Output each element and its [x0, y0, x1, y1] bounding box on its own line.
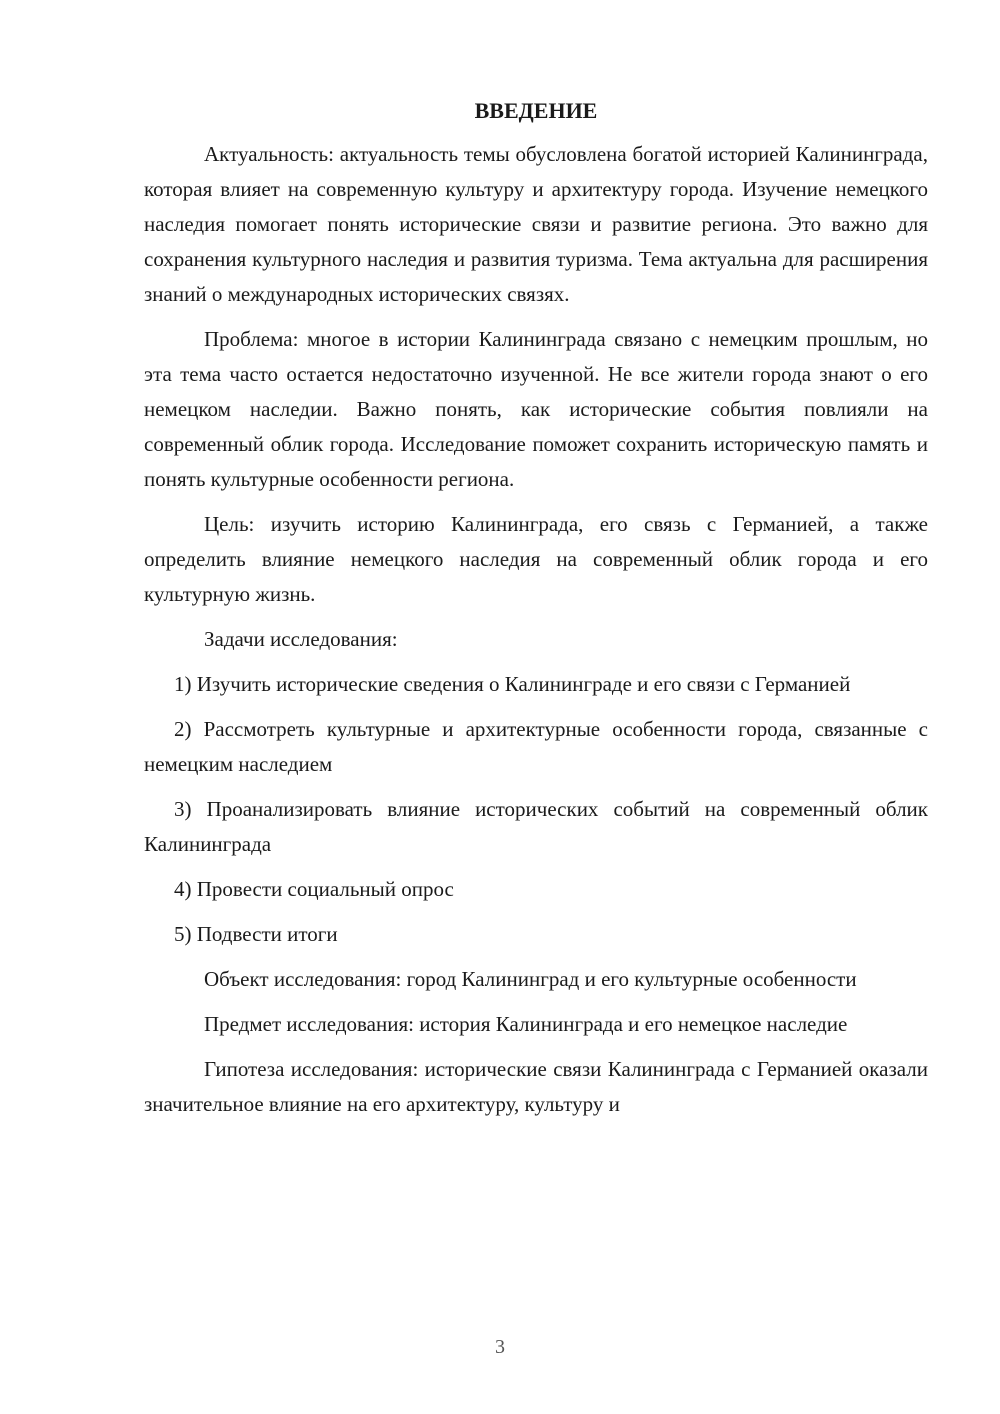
- task-item-4: 4) Провести социальный опрос: [174, 877, 454, 901]
- relevance-paragraph: Актуальность: актуальность темы обусловлена богатой историей Калининграда, которая влияет на современную культуру и архитектуру города. Изучение немецкого наследия помогает понять исторические связи и развитие региона. Это важно для сохранения культурного наследия и развития туризма. Тема актуальна для расширения знаний о международных исторических связях.: [144, 142, 928, 306]
- task-item-2: 2) Рассмотреть культурные и архитектурные особенности города, связанные с немецким наследием: [144, 717, 928, 776]
- hypothesis-paragraph: Гипотеза исследования: исторические связи Калининграда с Германией оказали значительное влияние на его архитектуру, культуру и: [144, 1057, 928, 1116]
- task-item-1: 1) Изучить исторические сведения о Калининграде и его связи с Германией: [174, 672, 851, 696]
- subject-paragraph: Предмет исследования: история Калининграда и его немецкое наследие: [204, 1012, 848, 1036]
- task-item-3: 3) Проанализировать влияние исторических событий на современный облик Калининграда: [144, 797, 928, 856]
- page-number: 3: [495, 1336, 505, 1358]
- task-item-5: 5) Подвести итоги: [174, 922, 338, 946]
- object-paragraph: Объект исследования: город Калининград и его культурные особенности: [204, 967, 857, 991]
- document-page: [144, 96, 928, 1132]
- goal-paragraph: Цель: изучить историю Калининграда, его связь с Германией, а также определить влияние немецкого наследия на современный облик города и его культурную жизнь.: [144, 512, 928, 606]
- problem-paragraph: Проблема: многое в истории Калининграда связано с немецким прошлым, но эта тема часто остается недостаточно изученной. Не все жители города знают о его немецком наследии. Важно понять, как исторические события повлияли на современный облик города. Исследование поможет сохранить историческую память и понять культурные особенности региона.: [144, 327, 928, 491]
- page-title: ВВЕДЕНИЕ: [474, 98, 598, 123]
- tasks-list: [144, 667, 928, 952]
- tasks-heading: Задачи исследования:: [204, 627, 398, 651]
